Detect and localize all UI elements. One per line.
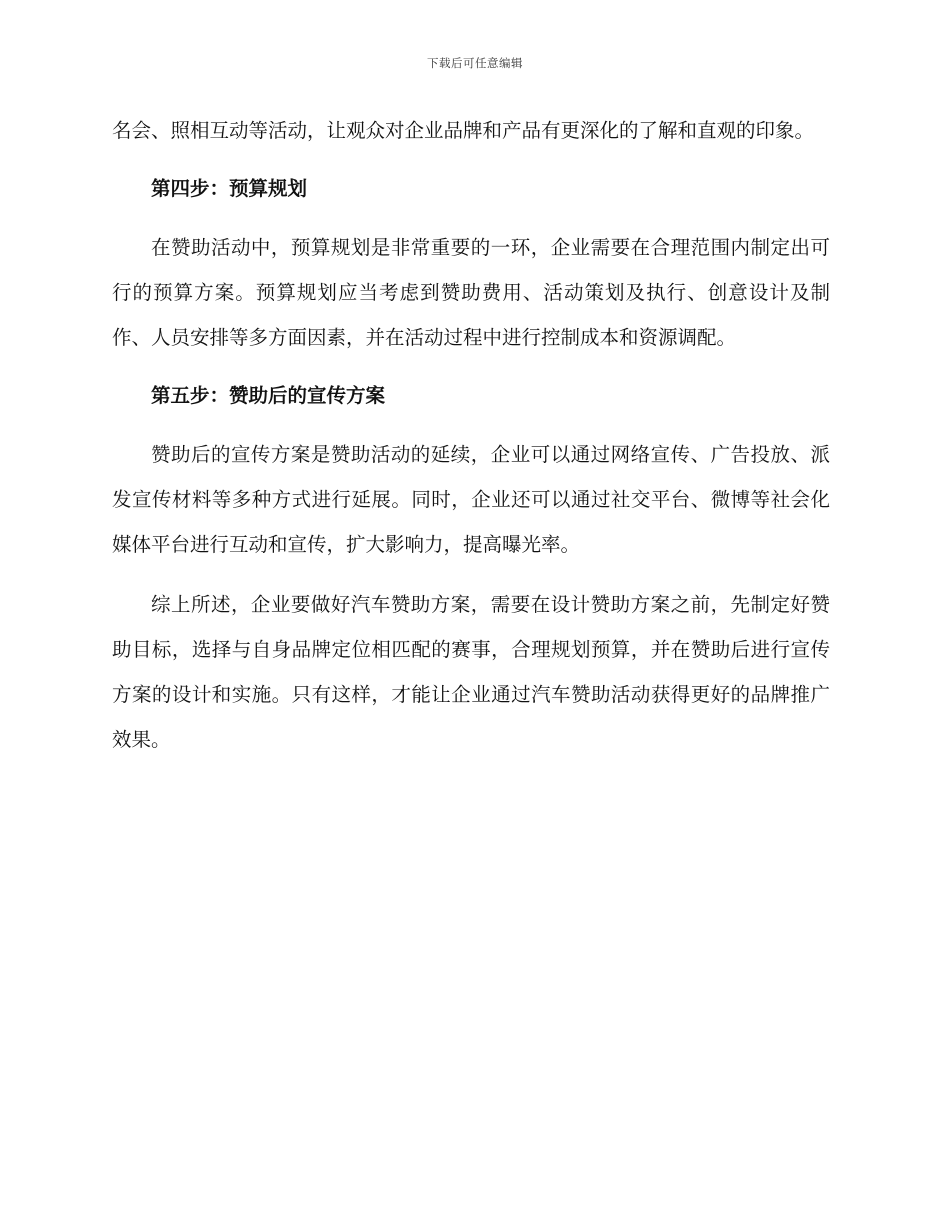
paragraph-conclusion: 综上所述，企业要做好汽车赞助方案，需要在设计赞助方案之前，先制定好赞助目标，选择与自身品牌定位相匹配的赛事，合理规划预算，并在赞助后进行宣传方案的设计和实施。只有这样，才能让企业通过汽车赞助活动获得更好的品牌推广效果。 — [112, 593, 830, 751]
heading-step-four: 第四步：预算规划 — [151, 177, 308, 200]
paragraph-continued: 名会、照相互动等活动，让观众对企业品牌和产品有更深化的了解和直观的印象。 — [112, 119, 815, 142]
paragraph-budget-planning: 在赞助活动中，预算规划是非常重要的一环，企业需要在合理范围内制定出可行的预算方案。预算规划应当考虑到赞助费用、活动策划及执行、创意设计及制作、人员安排等多方面因素，并在活动过程中进行控制成本和资源调配。 — [112, 236, 830, 349]
paragraph-post-sponsorship-promotion: 赞助后的宣传方案是赞助活动的延续，企业可以通过网络宣传、广告投放、派发宣传材料等多种方式进行延展。同时，企业还可以通过社交平台、微博等社会化媒体平台进行互动和宣传，扩大影响力，提高曝光率。 — [112, 443, 830, 556]
document-body — [112, 108, 830, 777]
heading-step-five: 第五步：赞助后的宣传方案 — [151, 384, 386, 407]
page-header: 下载后可任意编辑 — [427, 56, 523, 70]
